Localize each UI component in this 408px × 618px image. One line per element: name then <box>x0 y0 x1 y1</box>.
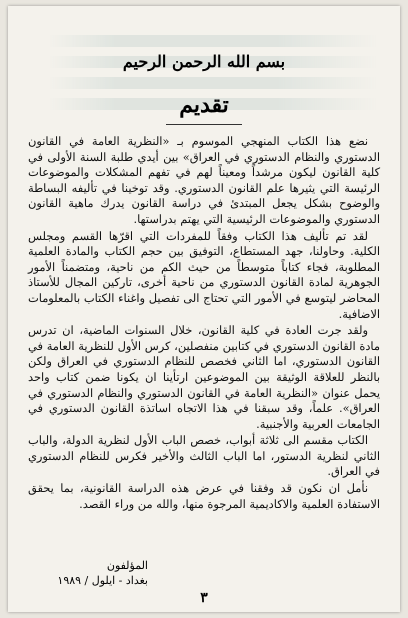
paragraph: الكتاب مقسم الى ثلاثة أبواب، خصص الباب الأول لنظرية الدولة، والباب الثاني لنظرية الدستور، اما الباب الثالث والأخير فكرس للنظام الدستوري في العراق. <box>28 433 380 479</box>
signature-block <box>28 558 148 588</box>
paragraph: ولقد جرت العادة في كلية القانون، خلال السنوات الماضية، ان تدرس مادة القانون الدستوري في كتابين منفصلين، كرس الأول للنظرية العامة في القانون الدستوري، اما الثاني فخصص للنظام الدستوري في العراق ولكن بالنظر للعلاقة الوثيقة بين الموضوعين ارتأينا ان يكونا ضمن كتاب واحد يحمل عنوان «النظرية العامة في القانون الدستوري والنظام الدستوري في العراق». علماً، وقد سبقنا في هذا الاتجاه اساتذة القانون الدستوري في الجامعات العربية والأجنبية. <box>28 323 380 431</box>
body-text <box>28 134 380 513</box>
page-title: تقديم <box>179 92 229 118</box>
paragraph: نأمل ان نكون قد وفقنا في عرض هذه الدراسة القانونية، بما يحقق الاستفادة العلمية والاكاديمية المرجوة منها، والله من وراء القصد. <box>28 481 380 511</box>
authors-label: المؤلفون <box>106 559 148 572</box>
place-date: بغداد - ايلول / ١٩٨٩ <box>57 574 148 587</box>
paragraph: نضع هذا الكتاب المنهجي الموسوم بـ «النظرية العامة في القانون الدستوري والنظام الدستوري في العراق» بين أيدي طلبة السنة الأولى في كلية القانون ليكون مرشداً ومعيناً لهم في تفهم المشكلات والموضوعات الرئيسة التي يثيرها علم القانون الدستوري. وقد توخينا في تأليفه البساطة والوضوح بشكل يجعل المبتدئ في دراسة القانون يدرك ماهية القانون الدستوري والموضوعات الرئيسية التي يهتم بدراستها. <box>28 134 380 226</box>
title-underline <box>166 124 242 125</box>
paragraph: لقد تم تأليف هذا الكتاب وفقاً للمفردات التي اقرّها القسم ومجلس الكلية. وحاولنا، جهد المستطاع، التوفيق بين حجم الكتاب والمادة العلمية المطلوبة، فجاء كتاباً متوسطاً من حيث الكم من ناحية، ومتضمناً الأمور الجوهرية لمادة القانون الدستوري من ناحية أخرى، تاركين المجال للأستاذ المحاضر ليتوسع في الأمور التي تحتاج الى تفصيل واغناء الكتاب بالمعلومات الاضافية. <box>28 228 380 321</box>
page-number: ٣ <box>200 590 208 606</box>
book-page <box>8 6 400 612</box>
basmala: بسم الله الرحمن الرحيم <box>122 52 286 71</box>
